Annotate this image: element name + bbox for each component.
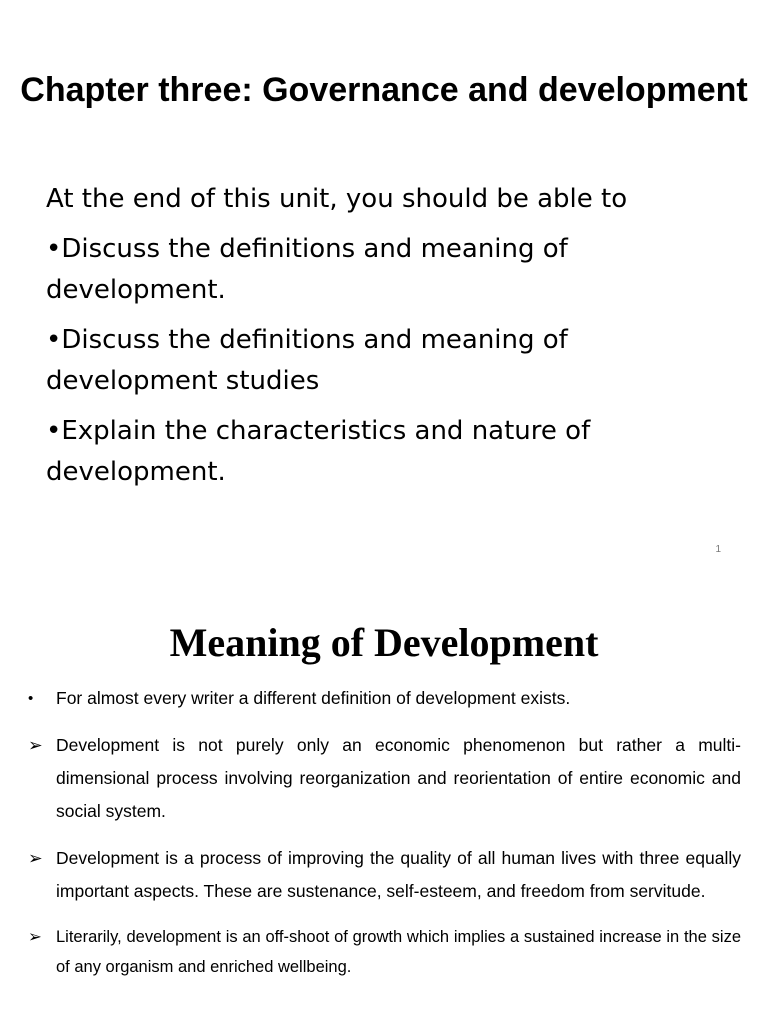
bullet-dot-icon: • <box>28 690 34 707</box>
slide-2 <box>0 588 768 1024</box>
arrow-bullet-icon: ➢ <box>28 735 43 755</box>
list-item <box>28 729 741 828</box>
objective-text: Discuss the definitions and meaning of development. <box>46 234 568 305</box>
list-item <box>28 682 741 715</box>
bullet-marker: • <box>46 234 62 264</box>
list-item <box>28 922 741 982</box>
definition-list <box>28 682 741 996</box>
bullet-marker: • <box>46 325 62 355</box>
learning-objectives <box>46 179 736 493</box>
objective-text: Discuss the definitions and meaning of development studies <box>46 325 568 396</box>
objectives-intro: At the end of this unit, you should be able to <box>46 184 628 214</box>
objective-item <box>46 229 736 311</box>
slide-1-title: Chapter three: Governance and development <box>20 71 748 109</box>
arrow-bullet-icon: ➢ <box>28 848 43 868</box>
page-number: 1 <box>715 544 721 555</box>
bullet-marker: • <box>46 416 62 446</box>
objective-item <box>46 320 736 402</box>
objective-item <box>46 411 736 493</box>
list-item-text: Development is not purely only an economic phenomenon but rather a multi-dimensional process involving reorganization and reorientation of entire economic and social system. <box>56 735 741 821</box>
list-item-text: Literarily, development is an off-shoot of growth which implies a sustained increase in the size of any organism and enriched wellbeing. <box>56 928 741 976</box>
arrow-bullet-icon: ➢ <box>28 928 42 946</box>
objective-text: Explain the characteristics and nature of development. <box>46 416 591 487</box>
list-item-text: Development is a process of improving the quality of all human lives with three equally important aspects. These are sustenance, self-esteem, and freedom from servitude. <box>56 848 741 901</box>
slide-2-title: Meaning of Development <box>169 620 599 665</box>
list-item-text: For almost every writer a different definition of development exists. <box>56 688 571 708</box>
list-item <box>28 842 741 908</box>
